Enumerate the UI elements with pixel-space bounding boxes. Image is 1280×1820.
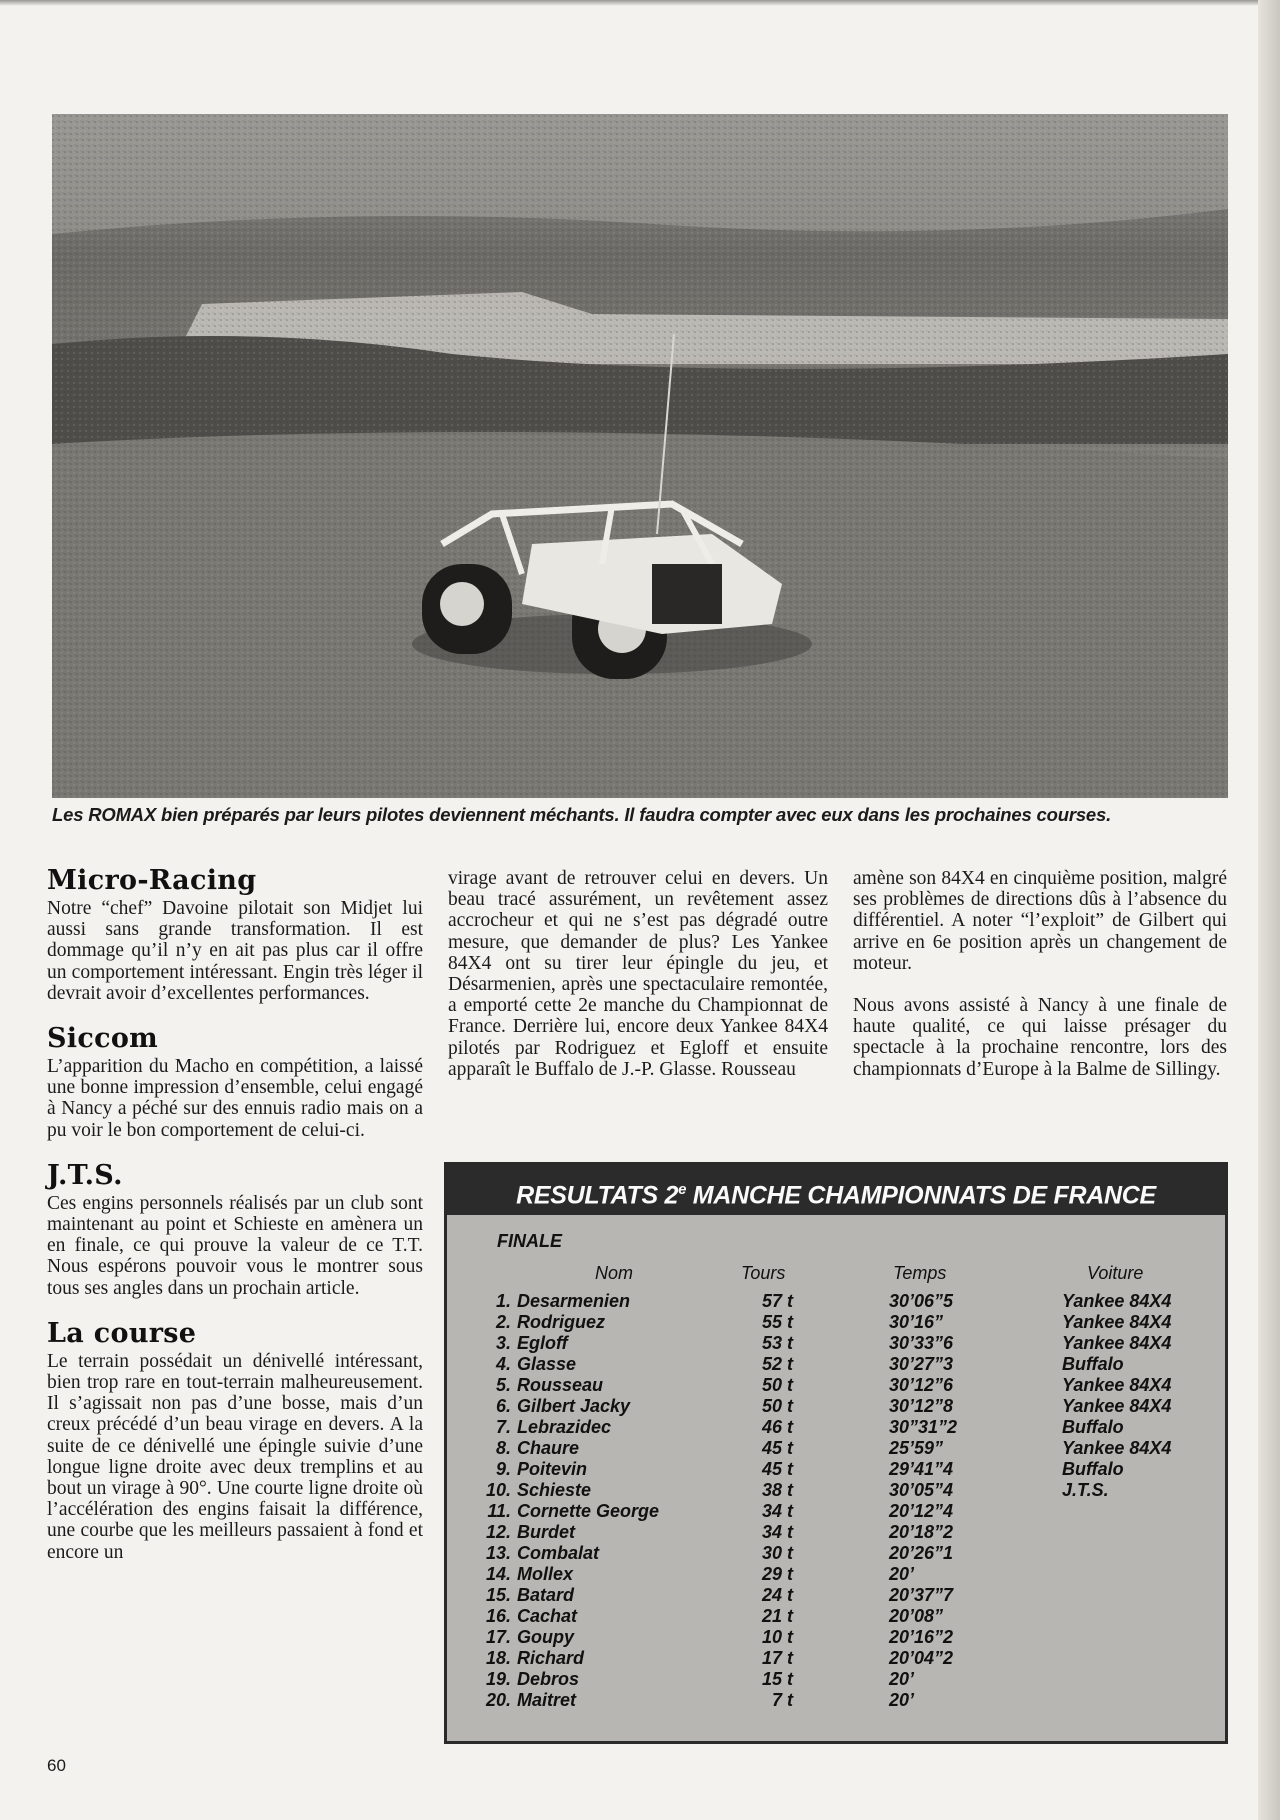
name-cell: Combalat bbox=[517, 1543, 600, 1563]
name-cell: Lebrazidec bbox=[517, 1417, 612, 1437]
table-row bbox=[447, 1690, 1225, 1711]
header-nom: Nom bbox=[595, 1263, 634, 1283]
rank-cell: 15. bbox=[485, 1585, 511, 1605]
name-cell: Chaure bbox=[517, 1438, 580, 1458]
rank-cell: 4. bbox=[495, 1354, 511, 1374]
name-cell: Schieste bbox=[517, 1480, 592, 1500]
car-cell: Yankee 84X4 bbox=[1062, 1375, 1172, 1395]
table-row bbox=[447, 1333, 1225, 1354]
col2-text: virage avant de retrouver celui en devers. Un beau tracé assurément, un revêtement assez accrocheur et qui ne s’est pas dégradé outre mesure, que demander de plus? Les Yankee 84X4 ont su tirer leur épingle du jeu, et Désarmenien, après une spectaculaire remontée, a emporté cette 2e manche du Championnat de France. Derrière lui, encore deux Yankee 84X4 pilotés par Rodriguez et Egloff et ensuite apparaît le Buffalo de J.-P. Glasse. Rousseau bbox=[448, 868, 828, 1080]
col3-text-2: Nous avons assisté à Nancy à une finale de haute qualité, ce qui laisse présager du spectacle à la prochaine rencontre, lors des championnats d’Europe à la Balme de Sillingy. bbox=[853, 995, 1227, 1080]
table-row bbox=[447, 1291, 1225, 1312]
temps-cell: 30’12”8 bbox=[889, 1396, 954, 1416]
results-title-post: MANCHE CHAMPIONNATS DE FRANCE bbox=[686, 1181, 1156, 1210]
rank-cell: 13. bbox=[485, 1543, 511, 1563]
micro-racing-text: Notre “chef” Davoine pilotait son Midjet lui aussi sans grande transformation. Il est dommage qu’il n’y en ait pas plus car il offre un comportement intéressant. Engin très léger il devrait avoir d’excellentes performances. bbox=[47, 898, 423, 1004]
tours-cell: 53 t bbox=[761, 1333, 793, 1353]
temps-cell: 20’ bbox=[889, 1690, 915, 1710]
rank-cell: 8. bbox=[495, 1438, 511, 1458]
temps-cell: 20’08” bbox=[889, 1606, 944, 1626]
tours-cell: 38 t bbox=[761, 1480, 793, 1500]
rank-cell: 10. bbox=[485, 1480, 511, 1500]
siccom-text: L’apparition du Macho en compétition, a laissé une bonne impression d’ensemble, celui engagé à Nancy a péché sur des ennuis radio mais on a pu voir le bon comportement de celui-ci. bbox=[47, 1056, 423, 1141]
race-photo bbox=[52, 114, 1228, 798]
temps-cell: 20’18”2 bbox=[889, 1522, 954, 1542]
rank-cell: 2. bbox=[495, 1312, 511, 1332]
table-row bbox=[447, 1522, 1225, 1543]
rank-cell: 11. bbox=[487, 1501, 511, 1521]
name-cell: Desarmenien bbox=[517, 1291, 631, 1311]
rank-cell: 19. bbox=[485, 1669, 511, 1689]
name-cell: Goupy bbox=[517, 1627, 574, 1647]
car-cell: Buffalo bbox=[1062, 1459, 1124, 1479]
tours-cell: 29 t bbox=[761, 1564, 793, 1584]
temps-cell: 20’ bbox=[889, 1564, 915, 1584]
rank-cell: 6. bbox=[495, 1396, 511, 1416]
rank-cell: 20. bbox=[485, 1690, 511, 1710]
car-cell: Buffalo bbox=[1062, 1354, 1124, 1374]
temps-cell: 20’26”1 bbox=[889, 1543, 954, 1563]
table-row bbox=[447, 1648, 1225, 1669]
jts-text: Ces engins personnels réalisés par un club sont maintenant au point et Schieste en amènera un en finale, ce qui prouve la valeur de ce T.T. Nous espérons pouvoir vous le montrer sous tous ses angles dans un prochain article. bbox=[47, 1192, 423, 1299]
rank-cell: 14. bbox=[485, 1564, 511, 1584]
car-cell: Yankee 84X4 bbox=[1062, 1333, 1172, 1353]
temps-cell: 30’06”5 bbox=[889, 1291, 954, 1311]
table-row bbox=[447, 1627, 1225, 1648]
temps-cell: 30’16” bbox=[889, 1312, 944, 1332]
column-3 bbox=[853, 868, 1227, 1080]
car-cell: Yankee 84X4 bbox=[1062, 1312, 1172, 1332]
name-cell: Debros bbox=[517, 1669, 580, 1689]
temps-cell: 29’41”4 bbox=[889, 1459, 954, 1479]
tours-cell: 34 t bbox=[761, 1522, 793, 1542]
table-row bbox=[447, 1564, 1225, 1585]
results-title bbox=[447, 1165, 1225, 1215]
temps-cell: 20’37”7 bbox=[889, 1585, 954, 1605]
heading-jts: J.T.S. bbox=[47, 1159, 123, 1191]
header-tours: Tours bbox=[741, 1263, 786, 1283]
temps-cell: 20’ bbox=[889, 1669, 915, 1689]
table-row bbox=[447, 1543, 1225, 1564]
results-box bbox=[444, 1162, 1228, 1744]
name-cell: Egloff bbox=[517, 1333, 568, 1353]
rank-cell: 7. bbox=[495, 1417, 511, 1437]
table-row bbox=[447, 1396, 1225, 1417]
name-cell: Cornette George bbox=[517, 1501, 660, 1521]
table-row bbox=[447, 1606, 1225, 1627]
car-cell: Yankee 84X4 bbox=[1062, 1438, 1172, 1458]
rank-cell: 3. bbox=[495, 1333, 511, 1353]
name-cell: Glasse bbox=[517, 1354, 577, 1374]
results-title-pre: RESULTATS 2 bbox=[516, 1181, 679, 1210]
name-cell: Gilbert Jacky bbox=[517, 1396, 631, 1416]
photo-caption: Les ROMAX bien préparés par leurs pilotes deviennent méchants. Il faudra compter avec eux dans les prochaines courses. bbox=[52, 804, 1112, 825]
name-cell: Poitevin bbox=[517, 1459, 588, 1479]
car-cell: Yankee 84X4 bbox=[1062, 1291, 1172, 1311]
finale-label: FINALE bbox=[497, 1231, 562, 1251]
col3-text-1: amène son 84X4 en cinquième position, malgré ses problèmes de directions dûs à l’absence du différentiel. A noter “l’exploit” de Gilbert qui arrive en 6e position après un changement de moteur. bbox=[853, 868, 1227, 974]
page-number: 60 bbox=[47, 1756, 66, 1775]
results-title-sup: e bbox=[678, 1181, 687, 1198]
heading-siccom: Siccom bbox=[47, 1023, 159, 1055]
table-row bbox=[447, 1312, 1225, 1333]
table-row bbox=[447, 1375, 1225, 1396]
tours-cell: 45 t bbox=[761, 1459, 793, 1479]
temps-cell: 30’33”6 bbox=[889, 1333, 954, 1353]
tours-cell: 55 t bbox=[761, 1312, 793, 1332]
table-row bbox=[447, 1459, 1225, 1480]
tours-cell: 15 t bbox=[761, 1669, 793, 1689]
table-row bbox=[447, 1480, 1225, 1501]
name-cell: Rodriguez bbox=[517, 1312, 605, 1332]
rank-cell: 5. bbox=[495, 1375, 511, 1395]
temps-cell: 25’59” bbox=[889, 1438, 944, 1458]
rank-cell: 12. bbox=[485, 1522, 511, 1542]
rank-cell: 18. bbox=[485, 1648, 511, 1668]
name-cell: Richard bbox=[517, 1648, 585, 1668]
heading-la-course: La course bbox=[47, 1317, 197, 1349]
page-edge-shadow bbox=[1258, 0, 1280, 1820]
table-row bbox=[447, 1669, 1225, 1690]
name-cell: Rousseau bbox=[517, 1375, 604, 1395]
tours-cell: 34 t bbox=[761, 1501, 793, 1521]
temps-cell: 20’16”2 bbox=[889, 1627, 954, 1647]
results-rows bbox=[447, 1291, 1225, 1711]
car-cell: Yankee 84X4 bbox=[1062, 1396, 1172, 1416]
temps-cell: 20’04”2 bbox=[889, 1648, 954, 1668]
tours-cell: 10 t bbox=[761, 1627, 793, 1647]
name-cell: Batard bbox=[517, 1585, 575, 1605]
tours-cell: 30 t bbox=[761, 1543, 793, 1563]
rank-cell: 1. bbox=[495, 1291, 511, 1311]
tours-cell: 17 t bbox=[761, 1648, 793, 1668]
header-voiture: Voiture bbox=[1087, 1263, 1144, 1283]
tours-cell: 24 t bbox=[761, 1585, 793, 1605]
table-row bbox=[447, 1354, 1225, 1375]
table-row bbox=[447, 1438, 1225, 1459]
rank-cell: 16. bbox=[485, 1606, 511, 1626]
header-temps: Temps bbox=[893, 1263, 947, 1283]
temps-cell: 20’12”4 bbox=[889, 1501, 954, 1521]
tours-cell: 7 t bbox=[771, 1690, 793, 1710]
temps-cell: 30”31”2 bbox=[889, 1417, 958, 1437]
tours-cell: 21 t bbox=[761, 1606, 793, 1626]
column-1 bbox=[47, 866, 423, 1563]
table-row bbox=[447, 1417, 1225, 1438]
temps-cell: 30’27”3 bbox=[889, 1354, 954, 1374]
name-cell: Maitret bbox=[517, 1690, 577, 1710]
tours-cell: 52 t bbox=[761, 1354, 793, 1374]
tours-cell: 50 t bbox=[761, 1396, 793, 1416]
tours-cell: 50 t bbox=[761, 1375, 793, 1395]
la-course-text: Le terrain possédait un dénivellé intéressant, bien trop rare en tout-terrain malheureusement. Il s’agissait non pas d’une bosse, mais d’un creux précédé d’un beau virage en devers. A la suite de ce dénivellé une épingle suivie d’une longue ligne droite avec deux tremplins et au bout un virage à 90°. Une courte ligne droite où l’accélération des engins faisait la différence, une courbe que les meilleurs passaient à fond et encore un bbox=[47, 1350, 423, 1563]
rank-cell: 9. bbox=[495, 1459, 511, 1479]
name-cell: Burdet bbox=[517, 1522, 575, 1542]
tours-cell: 46 t bbox=[761, 1417, 793, 1437]
name-cell: Cachat bbox=[517, 1606, 578, 1626]
rank-cell: 17. bbox=[485, 1627, 511, 1647]
car-cell: J.T.S. bbox=[1062, 1480, 1109, 1500]
tours-cell: 45 t bbox=[761, 1438, 793, 1458]
temps-cell: 30’12”6 bbox=[889, 1375, 954, 1395]
table-row bbox=[447, 1585, 1225, 1606]
table-row bbox=[447, 1501, 1225, 1522]
page-top-rule bbox=[0, 0, 1280, 6]
column-2 bbox=[448, 868, 828, 1080]
temps-cell: 30’05”4 bbox=[889, 1480, 954, 1500]
car-cell: Buffalo bbox=[1062, 1417, 1124, 1437]
heading-micro-racing: Micro-Racing bbox=[47, 865, 257, 896]
name-cell: Mollex bbox=[517, 1564, 574, 1584]
tours-cell: 57 t bbox=[761, 1291, 793, 1311]
